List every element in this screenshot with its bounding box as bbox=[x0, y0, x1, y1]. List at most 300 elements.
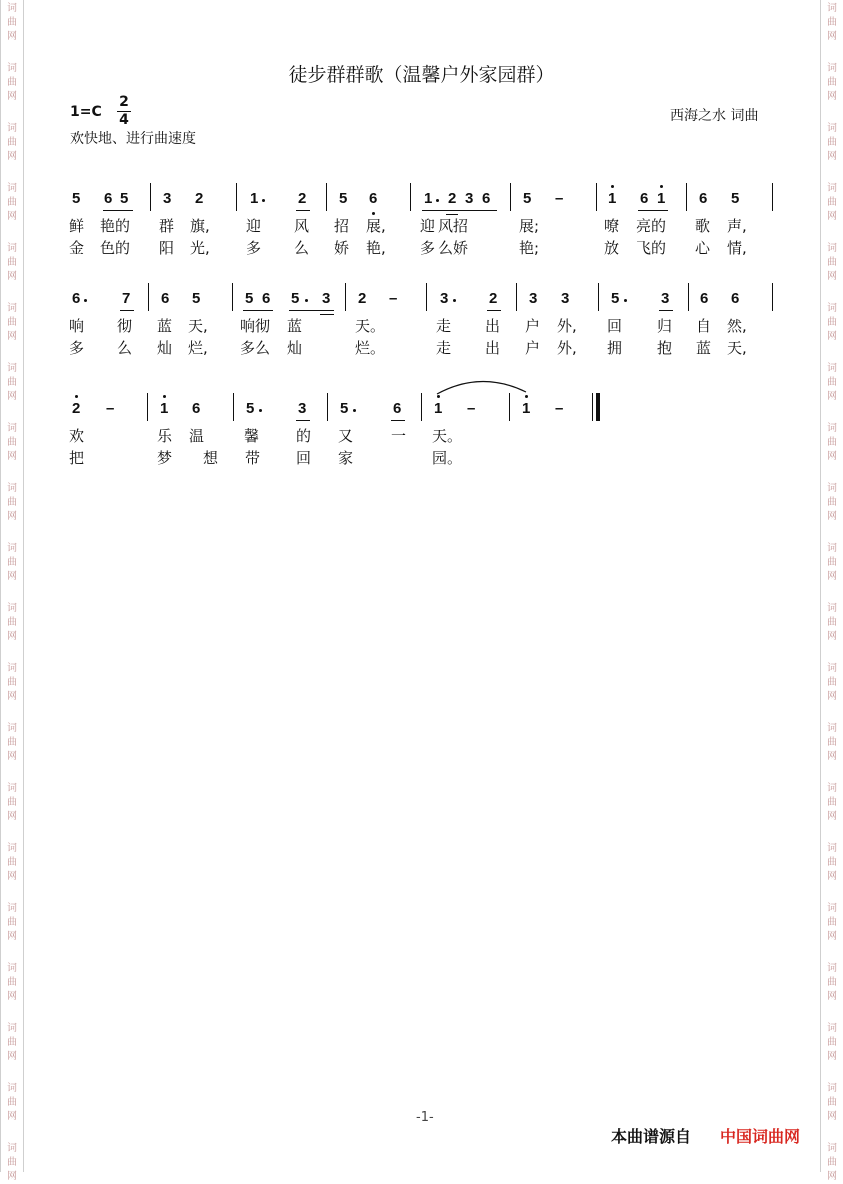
source-site-link[interactable]: 中国词曲网 bbox=[720, 1129, 801, 1146]
note: 1 bbox=[522, 400, 531, 417]
note: 6 bbox=[699, 190, 708, 207]
author-credit: 西海之水 词曲 bbox=[670, 108, 759, 124]
page-number: -1- bbox=[416, 1110, 434, 1125]
barline bbox=[426, 283, 427, 311]
note: 3 bbox=[298, 400, 307, 417]
watermark-char: 曲 bbox=[827, 797, 837, 808]
lyric-syllable: 梦 bbox=[157, 449, 173, 467]
low-octave-dot bbox=[372, 212, 375, 215]
lyric-syllable: 招 bbox=[334, 217, 350, 235]
lyric-syllable: 自 bbox=[696, 317, 712, 335]
note: 5 bbox=[523, 190, 532, 207]
watermark-char: 曲 bbox=[7, 1157, 17, 1168]
watermark-text bbox=[821, 782, 843, 824]
augmentation-dot bbox=[305, 299, 308, 302]
note: 3 bbox=[465, 190, 474, 207]
watermark-char: 词 bbox=[7, 303, 17, 314]
time-signature bbox=[117, 95, 131, 128]
note: 3 bbox=[661, 290, 670, 307]
watermark-char: 词 bbox=[827, 783, 837, 794]
lyric-syllable: 亮的 bbox=[636, 217, 667, 235]
watermark-char: 网 bbox=[7, 391, 17, 402]
watermark-char: 网 bbox=[827, 151, 837, 162]
underline bbox=[422, 210, 497, 211]
watermark-char: 词 bbox=[7, 363, 17, 374]
watermark-text bbox=[821, 902, 843, 944]
watermark-char: 网 bbox=[7, 31, 17, 42]
note: 2 bbox=[358, 290, 367, 307]
watermark-char: 曲 bbox=[7, 77, 17, 88]
note: 3 bbox=[529, 290, 538, 307]
note: – bbox=[389, 290, 398, 307]
lyric-syllable: 多 bbox=[420, 239, 436, 257]
lyric-syllable: 艳, bbox=[366, 239, 386, 257]
watermark-char: 词 bbox=[827, 843, 837, 854]
note: – bbox=[467, 400, 476, 417]
watermark-char: 词 bbox=[827, 543, 837, 554]
note: 3 bbox=[440, 290, 449, 307]
underline bbox=[296, 210, 310, 211]
watermark-char: 网 bbox=[827, 271, 837, 282]
watermark-char: 网 bbox=[827, 751, 837, 762]
staff-line-3 bbox=[0, 399, 843, 419]
watermark-char: 网 bbox=[827, 811, 837, 822]
watermark-text bbox=[821, 1142, 843, 1184]
lyric-syllable: 灿 bbox=[287, 339, 303, 357]
lyric-syllable: 烂, bbox=[188, 339, 208, 357]
lyric-line-1-verse-1 bbox=[0, 216, 843, 236]
watermark-char: 曲 bbox=[7, 17, 17, 28]
watermark-text bbox=[821, 602, 843, 644]
barline bbox=[598, 283, 599, 311]
watermark-char: 词 bbox=[7, 843, 17, 854]
final-barline bbox=[596, 393, 600, 421]
note: 3 bbox=[163, 190, 172, 207]
barline bbox=[233, 393, 234, 421]
barline bbox=[686, 183, 687, 211]
lyric-syllable: 艳的 bbox=[100, 217, 131, 235]
note: 6 bbox=[192, 400, 201, 417]
barline bbox=[516, 283, 517, 311]
lyric-syllable: 家 bbox=[338, 449, 354, 467]
underline bbox=[638, 210, 668, 211]
note: 5 bbox=[120, 190, 129, 207]
note: 5 bbox=[246, 400, 255, 417]
barline bbox=[596, 183, 597, 211]
lyric-syllable: 馨 bbox=[244, 427, 260, 445]
lyric-syllable: 出 bbox=[485, 339, 501, 357]
note: 6 bbox=[731, 290, 740, 307]
note: 7 bbox=[122, 290, 131, 307]
watermark-char: 词 bbox=[827, 1143, 837, 1154]
watermark-char: 曲 bbox=[7, 137, 17, 148]
underline bbox=[289, 310, 334, 311]
note: 5 bbox=[340, 400, 349, 417]
watermark-char: 词 bbox=[827, 663, 837, 674]
note: 5 bbox=[192, 290, 201, 307]
watermark-char: 网 bbox=[827, 31, 837, 42]
watermark-text bbox=[1, 1142, 23, 1184]
barline bbox=[232, 283, 233, 311]
watermark-char: 网 bbox=[7, 691, 17, 702]
note: – bbox=[555, 190, 564, 207]
watermark-char: 曲 bbox=[827, 977, 837, 988]
watermark-char: 词 bbox=[7, 1083, 17, 1094]
watermark-text bbox=[821, 122, 843, 164]
note: 2 bbox=[298, 190, 307, 207]
watermark-char: 曲 bbox=[7, 1097, 17, 1108]
underline bbox=[487, 310, 501, 311]
watermark-char: 曲 bbox=[827, 737, 837, 748]
lyric-syllable: 天, bbox=[188, 317, 208, 335]
watermark-char: 词 bbox=[827, 123, 837, 134]
watermark-text bbox=[1, 842, 23, 884]
note: 3 bbox=[561, 290, 570, 307]
lyric-syllable: 带 bbox=[245, 449, 261, 467]
watermark-char: 词 bbox=[827, 1083, 837, 1094]
lyric-syllable: 阳 bbox=[159, 239, 175, 257]
lyric-syllable: 心 bbox=[695, 239, 711, 257]
augmentation-dot bbox=[436, 199, 439, 202]
barline bbox=[236, 183, 237, 211]
watermark-text bbox=[821, 362, 843, 404]
note: 6 bbox=[104, 190, 113, 207]
lyric-syllable: 艳; bbox=[519, 239, 540, 257]
watermark-char: 网 bbox=[827, 391, 837, 402]
augmentation-dot bbox=[624, 299, 627, 302]
watermark-char: 曲 bbox=[827, 917, 837, 928]
watermark-char: 词 bbox=[827, 63, 837, 74]
watermark-char: 词 bbox=[7, 483, 17, 494]
watermark-text bbox=[1, 542, 23, 584]
barline bbox=[147, 393, 148, 421]
watermark-text bbox=[821, 962, 843, 1004]
watermark-char: 曲 bbox=[7, 497, 17, 508]
barline bbox=[421, 393, 422, 421]
lyric-syllable: 乐 bbox=[157, 427, 173, 445]
watermark-char: 曲 bbox=[7, 557, 17, 568]
lyric-syllable: 的 bbox=[296, 427, 312, 445]
watermark-char: 网 bbox=[827, 931, 837, 942]
watermark-char: 曲 bbox=[827, 17, 837, 28]
staff-line-2 bbox=[0, 289, 843, 309]
watermark-text bbox=[1, 962, 23, 1004]
lyric-syllable: 然, bbox=[727, 317, 747, 335]
watermark-char: 网 bbox=[827, 211, 837, 222]
watermark-text bbox=[821, 842, 843, 884]
lyric-syllable: 走 bbox=[436, 317, 452, 335]
watermark-char: 曲 bbox=[7, 317, 17, 328]
lyric-syllable: 走 bbox=[436, 339, 452, 357]
watermark-char: 词 bbox=[7, 723, 17, 734]
left-watermark-strip bbox=[0, 0, 24, 1182]
watermark-char: 网 bbox=[7, 331, 17, 342]
watermark-text bbox=[1, 1082, 23, 1124]
underline bbox=[296, 420, 310, 421]
watermark-char: 网 bbox=[7, 931, 17, 942]
lyric-syllable: 么 bbox=[117, 339, 133, 357]
note: 5 bbox=[731, 190, 740, 207]
lyric-line-3-verse-1 bbox=[0, 426, 843, 446]
note: 5 bbox=[245, 290, 254, 307]
watermark-char: 曲 bbox=[827, 1097, 837, 1108]
lyric-syllable: 响 bbox=[69, 317, 85, 335]
barline bbox=[345, 283, 346, 311]
lyric-syllable: 响彻 bbox=[240, 317, 271, 335]
song-title: 徒步群群歌（温馨户外家园群） bbox=[288, 64, 555, 86]
watermark-char: 网 bbox=[827, 991, 837, 1002]
watermark-text bbox=[821, 1022, 843, 1064]
watermark-char: 网 bbox=[7, 271, 17, 282]
note: 6 bbox=[700, 290, 709, 307]
note: 2 bbox=[195, 190, 204, 207]
watermark-char: 网 bbox=[7, 811, 17, 822]
lyric-syllable: 蓝 bbox=[696, 339, 712, 357]
watermark-char: 网 bbox=[7, 1051, 17, 1062]
watermark-char: 词 bbox=[7, 783, 17, 794]
watermark-char: 网 bbox=[827, 1111, 837, 1122]
watermark-char: 词 bbox=[827, 3, 837, 14]
lyric-syllable: 群 bbox=[159, 217, 175, 235]
lyric-syllable: 展; bbox=[519, 217, 540, 235]
watermark-char: 词 bbox=[7, 663, 17, 674]
lyric-syllable: 蓝 bbox=[157, 317, 173, 335]
lyric-syllable: 灿 bbox=[157, 339, 173, 357]
time-signature-bottom: 4 bbox=[119, 112, 129, 128]
watermark-char: 曲 bbox=[7, 1037, 17, 1048]
underline bbox=[320, 314, 334, 315]
watermark-char: 曲 bbox=[827, 857, 837, 868]
lyric-syllable: 拥 bbox=[607, 339, 623, 357]
note: 3 bbox=[322, 290, 331, 307]
underline bbox=[243, 310, 273, 311]
lyric-syllable: 多 bbox=[246, 239, 262, 257]
note: 6 bbox=[72, 290, 81, 307]
note: 6 bbox=[369, 190, 378, 207]
lyric-syllable: 外, bbox=[557, 317, 577, 335]
watermark-char: 曲 bbox=[7, 257, 17, 268]
watermark-char: 曲 bbox=[827, 77, 837, 88]
watermark-char: 曲 bbox=[827, 197, 837, 208]
lyric-syllable: 金 bbox=[69, 239, 85, 257]
lyric-syllable: 又 bbox=[338, 427, 354, 445]
watermark-char: 曲 bbox=[7, 977, 17, 988]
note: 6 bbox=[262, 290, 271, 307]
augmentation-dot bbox=[262, 199, 265, 202]
watermark-char: 词 bbox=[827, 483, 837, 494]
watermark-char: 网 bbox=[827, 331, 837, 342]
lyric-syllable: 户 bbox=[525, 339, 541, 357]
lyric-syllable: 娇 bbox=[334, 239, 350, 257]
watermark-char: 曲 bbox=[827, 617, 837, 628]
watermark-char: 网 bbox=[7, 871, 17, 882]
lyric-syllable: 么 bbox=[294, 239, 310, 257]
note: 1 bbox=[160, 400, 169, 417]
watermark-text bbox=[821, 482, 843, 524]
watermark-char: 网 bbox=[7, 91, 17, 102]
barline bbox=[410, 183, 411, 211]
note: 1 bbox=[434, 400, 443, 417]
watermark-char: 网 bbox=[7, 631, 17, 642]
watermark-char: 曲 bbox=[7, 857, 17, 868]
watermark-char: 词 bbox=[827, 903, 837, 914]
lyric-syllable: 出 bbox=[485, 317, 501, 335]
high-octave-dot bbox=[611, 185, 614, 188]
lyric-syllable: 多 bbox=[69, 339, 85, 357]
note: 6 bbox=[482, 190, 491, 207]
watermark-text bbox=[1, 902, 23, 944]
staff-line-1 bbox=[0, 189, 843, 209]
watermark-text bbox=[1, 1022, 23, 1064]
note: 2 bbox=[72, 400, 81, 417]
time-signature-top: 2 bbox=[119, 94, 129, 110]
watermark-char: 词 bbox=[7, 423, 17, 434]
lyric-syllable: 园。 bbox=[432, 449, 463, 467]
watermark-char: 曲 bbox=[7, 917, 17, 928]
lyric-syllable: 迎 bbox=[246, 217, 262, 235]
barline bbox=[592, 393, 593, 421]
watermark-text bbox=[821, 542, 843, 584]
underline bbox=[103, 210, 133, 211]
watermark-char: 曲 bbox=[827, 377, 837, 388]
watermark-char: 曲 bbox=[827, 317, 837, 328]
lyric-line-2-verse-1 bbox=[0, 316, 843, 336]
barline bbox=[688, 283, 689, 311]
lyric-syllable: 风招 bbox=[438, 217, 469, 235]
barline bbox=[509, 393, 510, 421]
augmentation-dot bbox=[84, 299, 87, 302]
watermark-char: 词 bbox=[7, 243, 17, 254]
watermark-char: 曲 bbox=[7, 677, 17, 688]
watermark-char: 网 bbox=[827, 631, 837, 642]
lyric-syllable: 天, bbox=[727, 339, 747, 357]
watermark-char: 词 bbox=[7, 3, 17, 14]
lyric-line-3-verse-2 bbox=[0, 448, 843, 468]
barline bbox=[148, 283, 149, 311]
watermark-text bbox=[821, 2, 843, 44]
watermark-char: 词 bbox=[7, 183, 17, 194]
watermark-char: 词 bbox=[7, 903, 17, 914]
note: 2 bbox=[448, 190, 457, 207]
watermark-char: 词 bbox=[827, 603, 837, 614]
watermark-char: 网 bbox=[7, 511, 17, 522]
lyric-syllable: 归 bbox=[657, 317, 673, 335]
high-octave-dot bbox=[660, 185, 663, 188]
watermark-char: 词 bbox=[7, 123, 17, 134]
watermark-char: 网 bbox=[827, 871, 837, 882]
lyric-line-2-verse-2 bbox=[0, 338, 843, 358]
note: 6 bbox=[393, 400, 402, 417]
note: 6 bbox=[161, 290, 170, 307]
watermark-char: 词 bbox=[7, 963, 17, 974]
watermark-char: 词 bbox=[827, 423, 837, 434]
lyric-syllable: 嘹 bbox=[604, 217, 620, 235]
lyric-syllable: 色的 bbox=[100, 239, 131, 257]
watermark-char: 曲 bbox=[827, 1157, 837, 1168]
lyric-syllable: 歌 bbox=[695, 217, 711, 235]
lyric-syllable: 多么 bbox=[240, 339, 271, 357]
high-octave-dot bbox=[437, 395, 440, 398]
watermark-char: 词 bbox=[827, 363, 837, 374]
watermark-text bbox=[1, 482, 23, 524]
note: 2 bbox=[489, 290, 498, 307]
watermark-text bbox=[1, 2, 23, 44]
watermark-char: 曲 bbox=[827, 557, 837, 568]
lyric-syllable: 想 bbox=[203, 449, 219, 467]
lyric-syllable: 放 bbox=[604, 239, 620, 257]
watermark-char: 曲 bbox=[827, 257, 837, 268]
watermark-char: 网 bbox=[827, 1051, 837, 1062]
watermark-char: 曲 bbox=[827, 137, 837, 148]
watermark-char: 网 bbox=[7, 211, 17, 222]
lyric-syllable: 欢 bbox=[69, 427, 85, 445]
watermark-char: 曲 bbox=[7, 197, 17, 208]
lyric-syllable: 么娇 bbox=[438, 239, 469, 257]
watermark-char: 词 bbox=[827, 723, 837, 734]
underline bbox=[659, 310, 673, 311]
watermark-char: 词 bbox=[827, 1023, 837, 1034]
tempo-marking: 欢快地、进行曲速度 bbox=[70, 131, 196, 147]
watermark-char: 网 bbox=[827, 1171, 837, 1182]
source-label: 本曲谱源自 bbox=[611, 1129, 692, 1146]
lyric-line-1-verse-2 bbox=[0, 238, 843, 258]
barline bbox=[772, 283, 773, 311]
watermark-char: 曲 bbox=[7, 797, 17, 808]
lyric-syllable: 烂。 bbox=[355, 339, 386, 357]
lyric-syllable: 温 bbox=[189, 427, 205, 445]
watermark-char: 曲 bbox=[827, 497, 837, 508]
watermark-char: 词 bbox=[827, 183, 837, 194]
high-octave-dot bbox=[163, 395, 166, 398]
watermark-char: 曲 bbox=[827, 437, 837, 448]
lyric-syllable: 声, bbox=[727, 217, 747, 235]
watermark-text bbox=[1, 662, 23, 704]
watermark-char: 曲 bbox=[827, 677, 837, 688]
watermark-text bbox=[821, 662, 843, 704]
lyric-syllable: 天。 bbox=[355, 317, 386, 335]
watermark-char: 曲 bbox=[827, 1037, 837, 1048]
barline bbox=[510, 183, 511, 211]
watermark-char: 词 bbox=[7, 543, 17, 554]
lyric-syllable: 旗, bbox=[190, 217, 210, 235]
watermark-text bbox=[1, 122, 23, 164]
augmentation-dot bbox=[259, 409, 262, 412]
watermark-text bbox=[1, 362, 23, 404]
lyric-syllable: 回 bbox=[296, 449, 312, 467]
watermark-char: 网 bbox=[7, 751, 17, 762]
watermark-char: 曲 bbox=[7, 617, 17, 628]
lyric-syllable: 一 bbox=[391, 427, 407, 445]
watermark-char: 网 bbox=[7, 151, 17, 162]
lyric-syllable: 回 bbox=[607, 317, 623, 335]
note: 1 bbox=[424, 190, 433, 207]
watermark-text bbox=[821, 1082, 843, 1124]
note: 5 bbox=[611, 290, 620, 307]
right-watermark-strip bbox=[820, 0, 843, 1182]
key-signature: 1=C bbox=[70, 104, 102, 120]
watermark-char: 网 bbox=[7, 571, 17, 582]
lyric-syllable: 情, bbox=[727, 239, 747, 257]
watermark-char: 网 bbox=[827, 691, 837, 702]
augmentation-dot bbox=[453, 299, 456, 302]
watermark-char: 网 bbox=[827, 91, 837, 102]
watermark-text bbox=[1, 602, 23, 644]
lyric-syllable: 飞的 bbox=[636, 239, 667, 257]
watermark-char: 词 bbox=[827, 243, 837, 254]
note: 5 bbox=[291, 290, 300, 307]
watermark-char: 网 bbox=[827, 571, 837, 582]
watermark-char: 曲 bbox=[7, 377, 17, 388]
